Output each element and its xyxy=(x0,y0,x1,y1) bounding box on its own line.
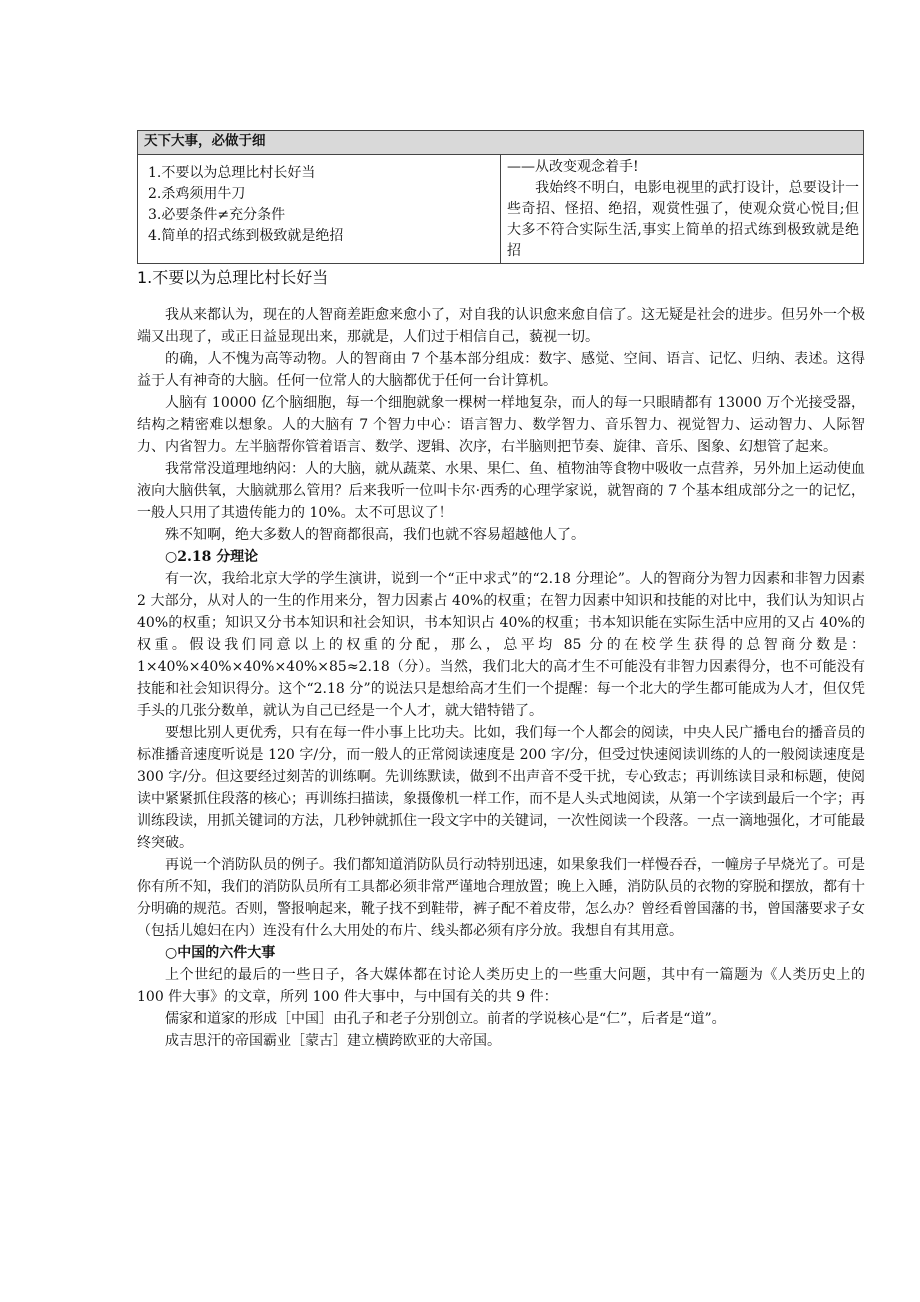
paragraph: 再说一个消防队员的例子。我们都知道消防队员行动特别迅速，如果象我们一样慢吞吞，一幢房子早烧光了。可是你有所不知，我们的消防队员所有工具都必须非常严谨地合理放置；晚上入睡，消防队员的衣物的穿脱和摆放，都有十分明确的规范。否则，警报响起来，靴子找不到鞋带，裤子配不着皮带，怎么办？曾经看曾国藩的书，曾国藩要求子女（包括儿媳妇在内）连没有什么大用处的布片、线头都必须有序分放。我想自有其用意。 xyxy=(137,857,865,939)
paragraph: 成吉思汗的帝国霸业［蒙古］建立横跨欧亚的大帝国。 xyxy=(165,1033,501,1049)
intro-cell xyxy=(501,155,864,264)
toc-item: 4.简单的招式练到极致就是绝招 xyxy=(148,228,344,244)
toc-cell xyxy=(138,155,501,264)
paragraph: 儒家和道家的形成［中国］由孔子和老子分别创立。前者的学说核心是“仁”，后者是“道”。 xyxy=(165,1011,726,1027)
document-page xyxy=(137,130,865,1052)
paragraph: 上个世纪的最后的一些日子，各大媒体都在讨论人类历史上的一些重大问题，其中有一篇题为《人类历史上的 100 件大事》的文章，所列 100 件大事中，与中国有关的共 9 件： xyxy=(137,967,865,1005)
paragraph: 的确，人不愧为高等动物。人的智商由 7 个基本部分组成：数字、感觉、空间、语言、记忆、归纳、表述。这得益于人有神奇的大脑。任何一位常人的大脑都优于任何一台计算机。 xyxy=(137,351,865,389)
paragraph: 人脑有 10000 亿个脑细胞，每一个细胞就象一棵树一样地复杂，而人的每一只眼睛都有 13000 万个光接受器，结构之精密难以想象。人的大脑有 7 个智力中心：语言智力、数学智力、音乐智力、视觉智力、运动智力、人际智力、内省智力。左半脑帮你管着语言、数学、逻辑、次序，右半脑则把节奏、旋律、音乐、图象、幻想管了起来。 xyxy=(137,395,865,455)
summary-table xyxy=(137,130,864,264)
subheading: ○中国的六件大事 xyxy=(165,945,276,961)
paragraph: 殊不知啊，绝大多数人的智商都很高，我们也就不容易超越他人了。 xyxy=(165,527,585,543)
paragraph: 我常常没道理地纳闷：人的大脑，就从蔬菜、水果、果仁、鱼、植物油等食物中吸收一点营养，另外加上运动使血液向大脑供氧，大脑就那么管用？后来我听一位叫卡尔·西秀的心理学家说，就智商的 7 个基本组成部分之一的记忆，一般人只用了其遗传能力的 10%。太不可思议了！ xyxy=(137,461,865,521)
toc-item: 2.杀鸡须用牛刀 xyxy=(148,186,246,202)
table-header: 天下大事，必做于细 xyxy=(138,131,864,155)
paragraph: 要想比别人更优秀，只有在每一件小事上比功夫。比如，我们每一个人都会的阅读，中央人民广播电台的播音员的标准播音速度听说是 120 字/分，而一般人的正常阅读速度是 200 字/分，但受过快速阅读训练的人的一般阅读速度是 300 字/分。但这要经过刻苦的训练啊。先训练默读，做到不出声音不受干扰，专心致志；再训练读目录和标题，使阅读中紧紧抓住段落的核心；再训练扫描读，象摄像机一样工作，而不是人头式地阅读，从第一个字读到最后一个字；再训练段读，用抓关键词的方法，几秒钟就抓住一段文字中的关键词，一次性阅读一个段落。一点一滴地强化，才可能最终突破。 xyxy=(137,725,865,851)
paragraph: 有一次，我给北京大学的学生演讲，说到一个“正中求式”的“2.18 分理论”。人的智商分为智力因素和非智力因素 2 大部分，从对人的一生的作用来分，智力因素占 40%的权重；在智力因素中知识和技能的对比中，我们认为知识占 40%的权重；知识又分书本知识和社会知识，书本知识占 40%的权重；书本知识能在实际生活中应用的又占 40%的权重。假设我们同意以上的权重的分配，那么，总平均 85 分的在校学生获得的总智商分数是：1×40%×40%×40%×40%×85≈2.18（分）。当然，我们北大的高才生不可能没有非智力因素得分，也不可能没有技能和社会知识得分。这个“2.18 分”的说法只是想给高才生们一个提醒：每一个北大的学生都可能成为人才，但仅凭手头的几张分数单，就认为自己已经是一个人才，就大错特错了。 xyxy=(137,571,865,719)
paragraph: 我从来都认为，现在的人智商差距愈来愈小了，对自我的认识愈来愈自信了。这无疑是社会的进步。但另外一个极端又出现了，或正日益显现出来，那就是，人们过于相信自己，藐视一切。 xyxy=(137,307,865,345)
toc-item: 1.不要以为总理比村长好当 xyxy=(148,165,316,181)
intro-subtitle: ——从改变观念着手! xyxy=(507,159,639,175)
intro-text: 我始终不明白，电影电视里的武打设计，总要设计一些奇招、怪招、绝招，观赏性强了，使观众赏心悦目;但大多不符合实际生活,事实上简单的招式练到极致就是绝招 xyxy=(507,180,859,259)
toc-item: 3.必要条件≠充分条件 xyxy=(148,207,286,223)
subheading: ○2.18 分理论 xyxy=(165,549,259,565)
section-title: 1.不要以为总理比村长好当 xyxy=(137,268,329,287)
